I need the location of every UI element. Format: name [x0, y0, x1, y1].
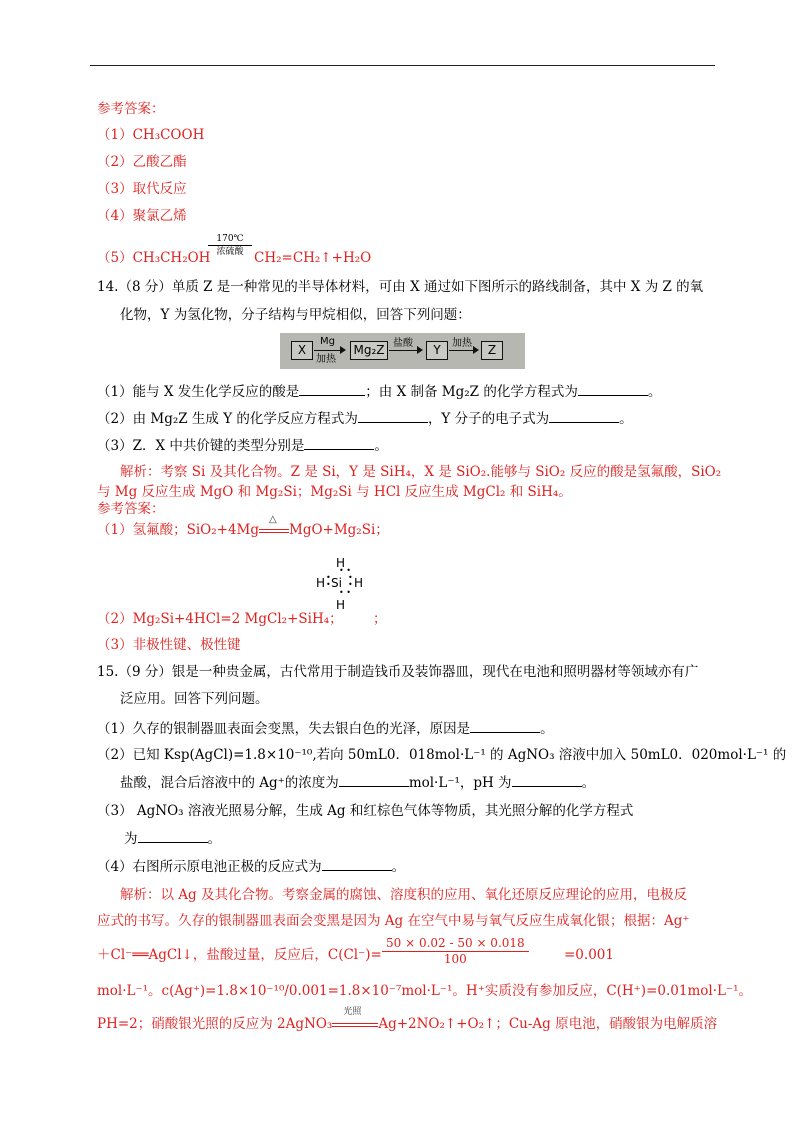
blank[interactable] — [138, 829, 208, 843]
q15-analysis-line1: 解析：以 Ag 及其化合物。考察金属的腐蚀、溶度积的应用、氧化还原反应理论的应用，电极反 — [120, 887, 687, 903]
q14-answer-3: （3）非极性键、极性键 — [97, 637, 241, 653]
blank[interactable] — [470, 719, 540, 733]
q14-answer-2-end: ； — [373, 611, 387, 627]
answer-13-1: （1）CH₃COOH — [97, 127, 205, 143]
q15-analysis-line3-result: =0.001 — [564, 947, 614, 963]
fraction-denominator: 100 — [443, 952, 467, 966]
q15-analysis-line4: mol·L⁻¹。c(Ag⁺)=1.8×10⁻¹⁰/0.001=1.8×10⁻⁷mol·L⁻¹。H⁺实质没有参加反应，C(H⁺)=0.01mol·L⁻¹。 — [97, 983, 752, 999]
q14-analysis-line2: 与 Mg 反应生成 MgO 和 Mg₂Si；Mg₂Si 与 HCl 反应生成 MgCl₂ 和 SiH₄。 — [97, 484, 572, 500]
q14-answer-2: （2）Mg₂Si+4HCl=2 MgCl₂+SiH₄； — [97, 611, 343, 627]
q15-part1: （1）久存的银制器皿表面会变黑，失去银白色的光泽，原因是 。 — [97, 721, 554, 737]
h-top: H — [336, 556, 346, 570]
arrow-2 — [389, 350, 421, 351]
blank[interactable] — [299, 382, 365, 396]
arrow-1 — [314, 350, 344, 351]
blank[interactable] — [512, 773, 582, 787]
q14-answer-title: 参考答案： — [97, 501, 165, 517]
q15-part3-line2: 为 。 — [124, 831, 221, 847]
answer-13-2: （2）乙酸乙酯 — [97, 154, 187, 170]
synthesis-route-diagram — [280, 333, 525, 369]
q15-stem-line1: 15.（9 分）银是一种贵金属，古代常用于制造钱币及装饰器皿，现代在电池和照明器材等领域亦有广 — [97, 664, 699, 680]
box-x: X — [291, 341, 313, 360]
si-atom: Si — [331, 576, 342, 590]
answer-13-4: （4）聚氯乙烯 — [97, 208, 187, 224]
q14-part1: （1）能与 X 发生化学反应的酸是 ；由 X 制备 Mg₂Z 的化学方程式为 。 — [97, 384, 662, 400]
q14-answer-1: （1）氢氟酸；SiO₂+4Mg △ MgO+Mg₂Si； — [97, 514, 389, 538]
q15-part2-line1: （2）已知 Ksp(AgCl)=1.8×10⁻¹⁰,若向 50mL0．018mol·L⁻¹ 的 AgNO₃ 溶液中加入 50mL0．020mol·L⁻¹ 的 — [97, 747, 787, 763]
h-left: H — [316, 576, 326, 590]
blank[interactable] — [322, 857, 392, 871]
blank[interactable] — [578, 382, 648, 396]
label-acid: 盐酸 — [393, 338, 413, 349]
blank[interactable] — [549, 409, 619, 423]
header-rule — [90, 65, 715, 66]
q15-analysis-line5: PH=2；硝酸银光照的反应为 2AgNO₃ 光照 Ag+2NO₂↑+O₂↑；Cu-Ag 原电池，硝酸银为电解质溶 — [97, 1007, 718, 1032]
answer-title-13: 参考答案： — [97, 101, 165, 117]
h-right: H — [354, 576, 364, 590]
arrow-3 — [449, 350, 477, 351]
q15-part3-line1: （3） AgNO₃ 溶液光照易分解，生成 Ag 和红棕色气体等物质，其光照分解的化学方程式 — [97, 803, 634, 819]
blank[interactable] — [304, 436, 374, 450]
q15-part2-line2: 盐酸，混合后溶液中的 Ag⁺的浓度为 mol·L⁻¹，pH 为 。 — [120, 775, 596, 791]
concentration-fraction — [382, 936, 529, 967]
q14-analysis-line1: 解析：考察 Si 及其化合物。Z 是 Si，Y 是 SiH₄，X 是 SiO₂.能够与 SiO₂ 反应的酸是氢氟酸，SiO₂ — [120, 464, 722, 480]
q14-part2: （2）由 Mg₂Z 生成 Y 的化学反应方程式为 ，Y 分子的电子式为 。 — [97, 411, 633, 427]
q15-analysis-line2: 应式的书写。久存的银制器皿表面会变黑是因为 Ag 在空气中易与氧气反应生成氧化银；根据：Ag⁺ — [97, 913, 690, 929]
blank[interactable] — [339, 773, 409, 787]
label-heat-1: 加热 — [316, 354, 336, 365]
label-mg: Mg — [320, 336, 335, 347]
sih4-electron-formula: H • • H • • Si • • H • • H — [316, 556, 364, 612]
reaction-condition: 170℃ 浓硫酸 — [208, 234, 252, 257]
box-z: Z — [481, 341, 503, 360]
q15-part4: （4）右图所示原电池正极的反应式为 。 — [97, 859, 406, 875]
answer-13-5-products: CH₂=CH₂↑+H₂O — [254, 250, 372, 266]
h-bottom: H — [336, 598, 346, 612]
q15-analysis-line3: ＋Cl⁻══AgCl↓，盐酸过量，反应后，C(Cl⁻)= — [97, 947, 382, 963]
box-y: Y — [426, 341, 448, 360]
answer-13-3: （3）取代反应 — [97, 181, 187, 197]
blank[interactable] — [358, 409, 428, 423]
answer-13-5: （5）CH₃CH₂OH — [97, 250, 211, 266]
label-heat-2: 加热 — [452, 338, 472, 349]
q14-part3: （3）Z．X 中共价键的类型分别是 。 — [97, 438, 388, 454]
q14-stem-line2: 化物，Y 为氢化物，分子结构与甲烷相似，回答下列问题： — [120, 307, 471, 323]
q14-stem-line1: 14.（8 分）单质 Z 是一种常见的半导体材料，可由 X 通过如下图所示的路线制备，其中 X 为 Z 的氧 — [97, 279, 704, 295]
box-mg2z: Mg₂Z — [350, 341, 388, 360]
fraction-numerator: 50 × 0.02 - 50 × 0.018 — [382, 936, 529, 952]
q15-stem-line2: 泛应用。回答下列问题。 — [120, 691, 269, 707]
